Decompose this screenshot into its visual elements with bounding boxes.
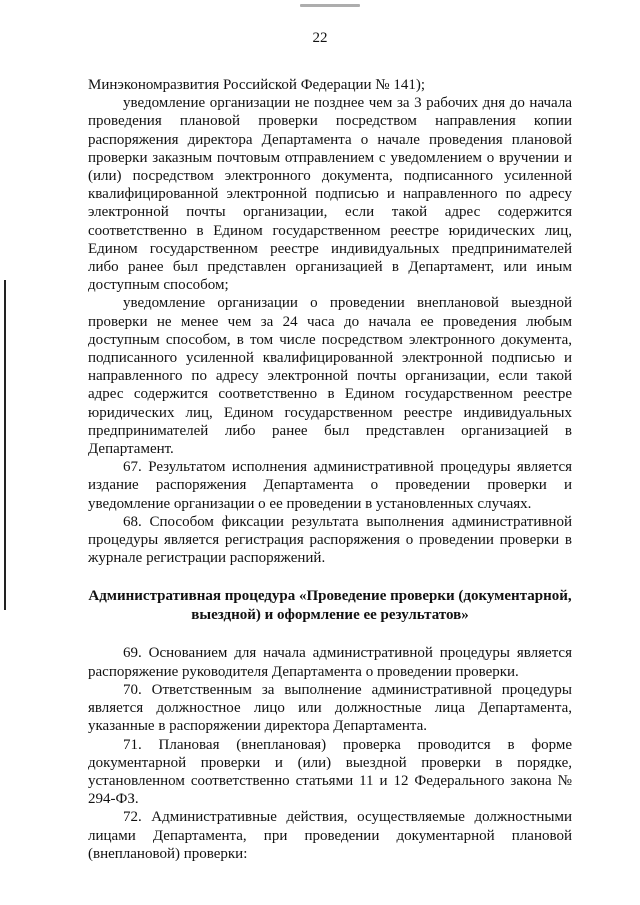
paragraph: уведомление организации о проведении внеплановой выездной проверки не менее чем за 24 часа до начала ее проведения любым доступным способом, в том числе посредством электронного документа, подписанного усиленной квалифицированной электронной подписью и направленного по адресу электронной почты организации, если такой адрес содержится соответственно в Едином государственном реестре юридических лиц, Едином государственном реестре индивидуальных предпринимателей либо ранее был представлен организацией в Департамент.: [88, 295, 572, 458]
scan-artifact: [300, 4, 360, 7]
section-heading: Административная процедура «Проведение проверки (документарной, выездной) и оформление ее результатов»: [88, 588, 572, 623]
page-number: 22: [312, 30, 328, 46]
paragraph: 72. Административные действия, осуществляемые должностными лицами Департамента, при проведении документарной плановой (внеплановой) проверки:: [88, 809, 572, 862]
paragraph: 68. Способом фиксации результата выполнения административной процедуры является регистрация распоряжения о проведении проверки в журнале регистрации распоряжений.: [88, 513, 572, 567]
paragraph: 67. Результатом исполнения административной процедуры является издание распоряжения Департамента о проведении проверки и уведомление организации о ее проведении в установленных случаях.: [88, 459, 572, 512]
paragraph: 70. Ответственным за выполнение административной процедуры является должностное лицо или должностные лица Департамента, указанные в распоряжении директора Департамента.: [88, 681, 572, 735]
paragraph: 69. Основанием для начала административной процедуры является распоряжение руководителя Департамента о проведении проверки.: [88, 645, 572, 680]
margin-mark: [4, 280, 6, 610]
document-body: [88, 76, 572, 863]
paragraph: Минэкономразвития Российской Федерации № 141);: [88, 77, 426, 93]
paragraph: уведомление организации не позднее чем за 3 рабочих дня до начала проведения плановой проверки посредством направления копии распоряжения директора Департамента о начале проведения плановой проверки заказным почтовым отправлением с уведомлением о вручении и (или) посредством электронного документа, подписанного усиленной квалифицированной электронной подписью и направленного по адресу электронной почты организации, если такой адрес содержится соответственно в Едином государственном реестре юридических лиц, Едином государственном реестре индивидуальных предпринимателей либо ранее был представлен организацией в Департамент, или иным доступным способом;: [88, 95, 572, 294]
paragraph: 71. Плановая (внеплановая) проверка проводится в форме документарной проверки и (или) выездной проверки в порядке, установленном соответственно статьями 11 и 12 Федерального закона № 294-ФЗ.: [88, 736, 572, 808]
